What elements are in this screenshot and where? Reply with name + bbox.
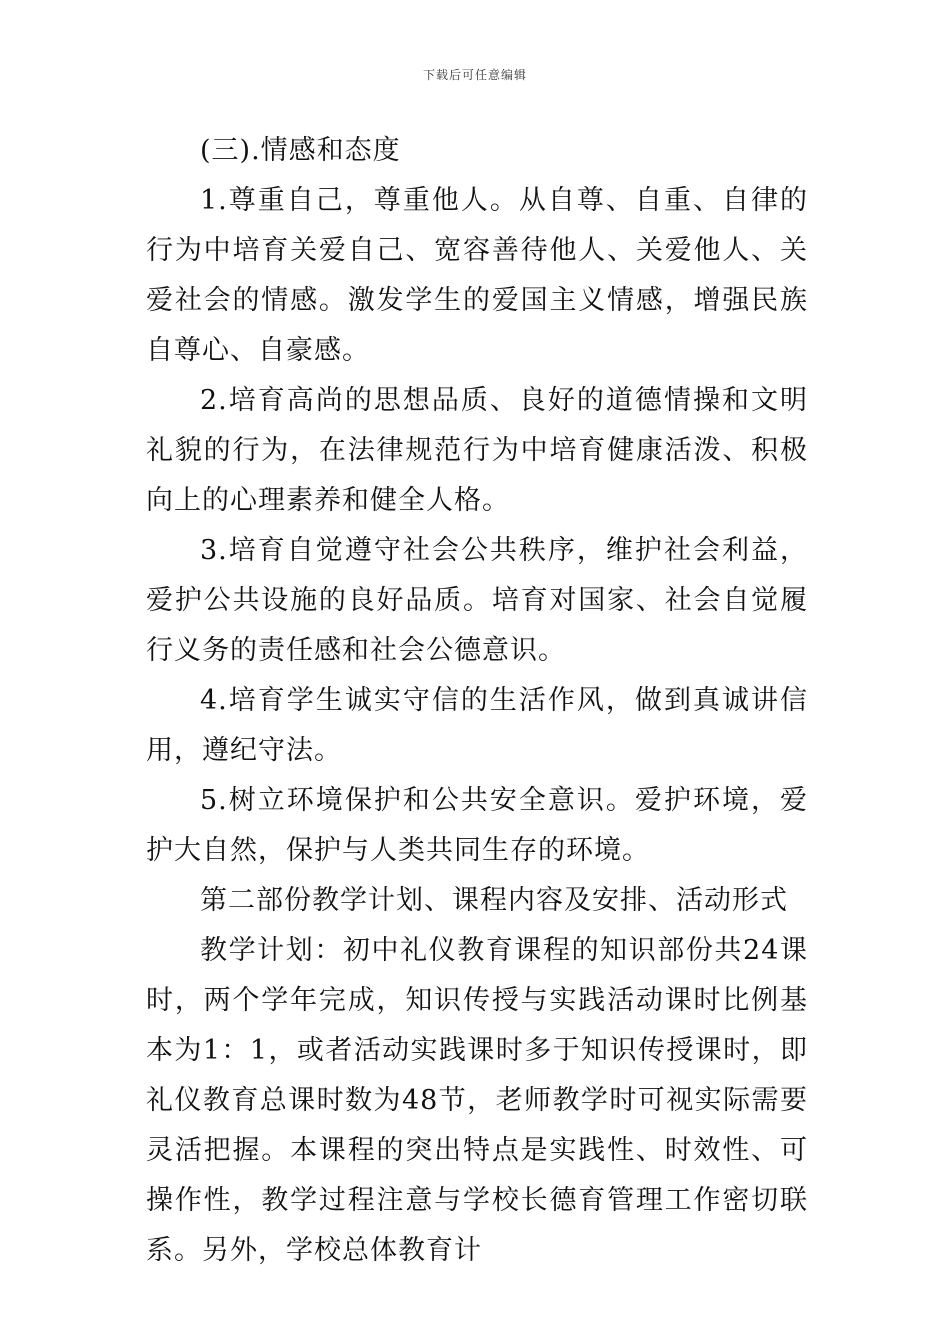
paragraph-3: 3.培育自觉遵守社会公共秩序，维护社会利益，爱护公共设施的良好品质。培育对国家、社会自觉履行义务的责任感和社会公德意识。 [146,535,808,666]
paragraph-2: 2.培育高尚的思想品质、良好的道德情操和文明礼貌的行为，在法律规范行为中培育健康活泼、积极向上的心理素养和健全人格。 [146,385,808,516]
page-header: 下载后可任意编辑 [422,68,527,82]
part-heading: 第二部份教学计划、课程内容及安排、活动形式 [200,885,788,916]
document-body [146,126,808,1276]
paragraph-5: 5.树立环境保护和公共安全意识。爱护环境，爱护大自然，保护与人类共同生存的环境。 [146,785,808,866]
section-heading: (三).情感和态度 [200,135,401,166]
paragraph-4: 4.培育学生诚实守信的生活作风，做到真诚讲信用，遵纪守法。 [146,685,808,766]
paragraph-1: 1.尊重自己，尊重他人。从自尊、自重、自律的行为中培育关爱自己、宽容善待他人、关爱他人、关爱社会的情感。激发学生的爱国主义情感，增强民族自尊心、自豪感。 [146,185,808,366]
teaching-plan-paragraph: 教学计划：初中礼仪教育课程的知识部份共24课时，两个学年完成，知识传授与实践活动课时比例基本为1：1，或者活动实践课时多于知识传授课时，即礼仪教育总课时数为48节，老师教学时可视实际需要灵活把握。本课程的突出特点是实践性、时效性、可操作性，教学过程注意与学校长德育管理工作密切联系。另外，学校总体教育计 [146,935,808,1266]
